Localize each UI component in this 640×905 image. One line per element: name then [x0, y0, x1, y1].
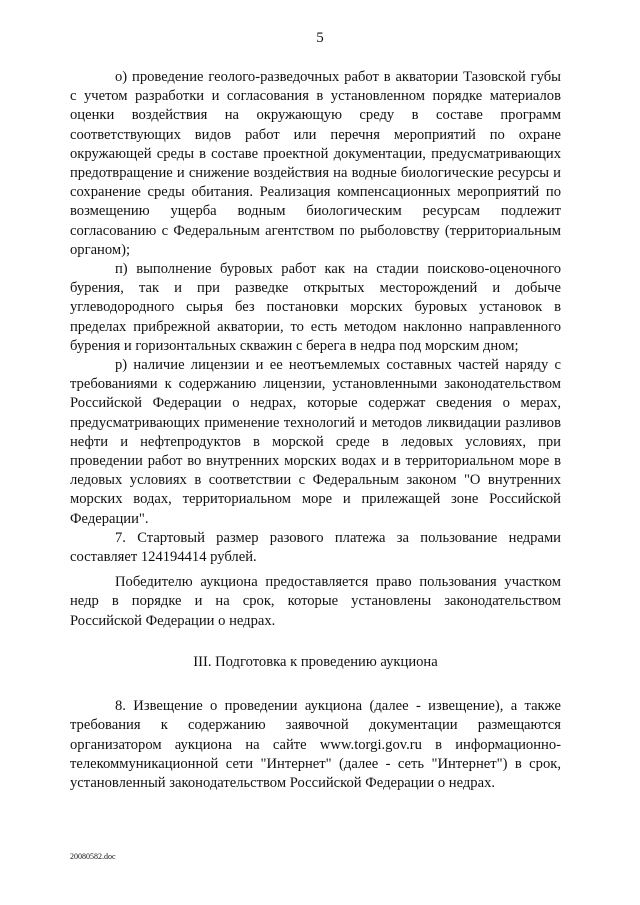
paragraph-8-notice: 8. Извещение о проведении аукциона (далее - извещение), а также требования к содержанию заявочной документации размещаются организатором аукциона на сайте www.torgi.gov.ru в информационно-телекоммуникационной сети "Интернет" (далее - сеть "Интернет") в срок, установленный законодательством Российской Федерации о недрах. [70, 698, 561, 791]
paragraph-r: р) наличие лицензии и ее неотъемлемых составных частей наряду с требованиями к содержанию лицензии, установленными законодательством Российской Федерации о недрах, которые содержат сведения о мерах, предусматривающих применение технологий и методов ликвидации разливов нефти и нефтепродуктов в морской среде в ледовых условиях, при проведении работ во внутренних морских водах и в территориальном море в ледовых условиях в соответствии с Федеральным законом "О внутренних морских водах, территориальном море и прилежащей зоне Российской Федерации". [70, 357, 561, 527]
paragraph-o: о) проведение геолого-разведочных работ в акватории Тазовской губы с учетом разработки и согласования в установленном порядке материалов оценки воздействия на окружающую среду в составе программ соответствующих видов работ или перечня мероприятий по охране окружающей среды в составе проектной документации, предусматривающих предотвращение и снижение воздействия на водные биологические ресурсы и сохранение среды обитания. Реализация компенсационных мероприятий по возмещению ущерба водным биологическим ресурсам подлежит согласованию с Федеральным агентством по рыболовству (территориальным органом); [70, 69, 561, 258]
page-number: 5 [316, 30, 324, 46]
paragraph-p: п) выполнение буровых работ как на стадии поисково-оценочного бурения, так и при разведке открытых месторождений и добыче углеводородного сырья без постановки морских буровых установок в пределах прибрежной акватории, то есть методом наклонно направленного бурения и горизонтальных скважин с берега в недра под морским дном; [70, 261, 561, 354]
document-footer-filename: 20080582.doc [70, 852, 116, 861]
section-heading: III. Подготовка к проведению аукциона [193, 653, 438, 670]
paragraph-7-starting-payment: 7. Стартовый размер разового платежа за пользование недрами составляет 124194414 рублей. [70, 529, 561, 566]
document-body [70, 68, 561, 793]
paragraph-winner-rights: Победителю аукциона предоставляется право пользования участком недр в порядке и на срок, которые установлены законодательством Российской Федерации о недрах. [70, 574, 561, 629]
